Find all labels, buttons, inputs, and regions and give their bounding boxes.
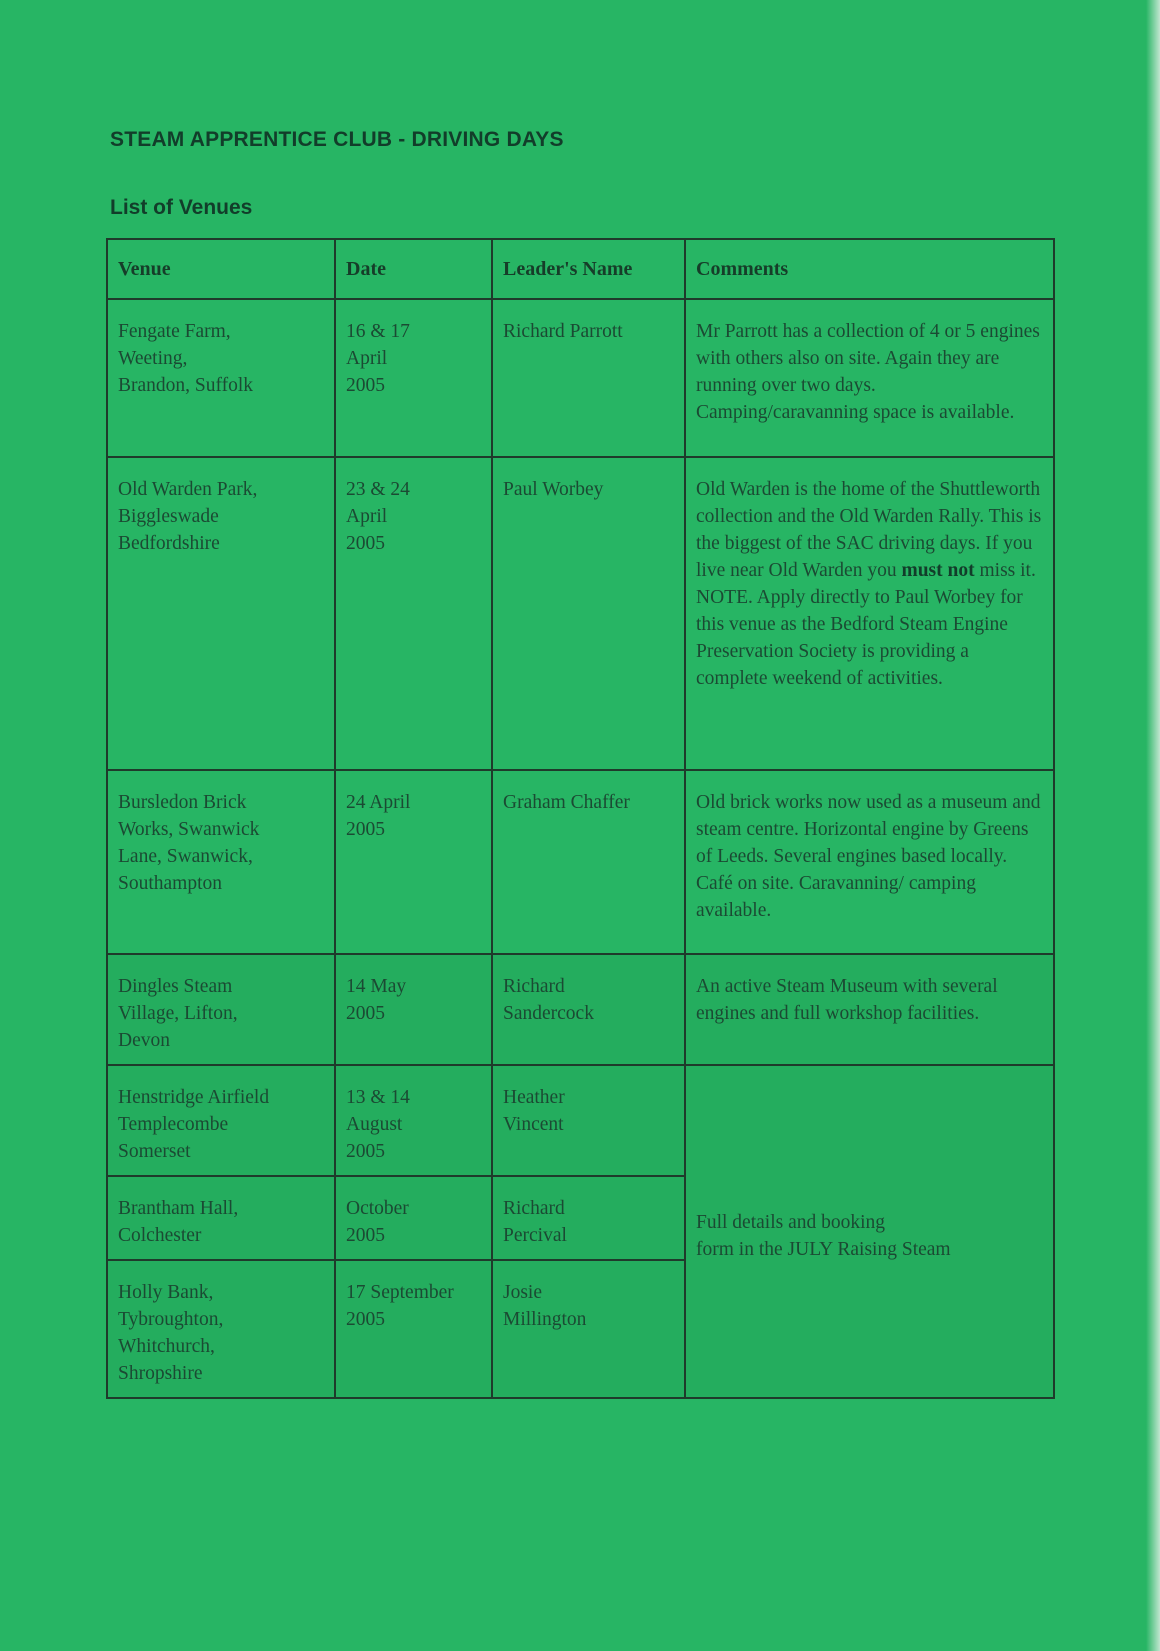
date-cell	[335, 1065, 492, 1176]
venue-line: Works, Swanwick	[118, 819, 260, 840]
leader-line: Percival	[503, 1225, 567, 1246]
date-line: 2005	[346, 533, 385, 554]
date-line: 2005	[346, 819, 385, 840]
venue-line: Tybroughton,	[118, 1309, 224, 1330]
header-venue: Venue	[107, 239, 335, 299]
leader-cell	[492, 1176, 685, 1260]
venue-line: Dingles Steam	[118, 976, 233, 997]
venue-line: Bedfordshire	[118, 533, 220, 554]
date-cell	[335, 1176, 492, 1260]
date-cell	[335, 1260, 492, 1398]
comments-text: An active Steam Museum with several engines and full workshop facilities.	[696, 976, 998, 1024]
date-line: 24 April	[346, 792, 411, 813]
venue-line: Fengate Farm,	[118, 321, 231, 342]
venues-table	[106, 238, 1055, 1399]
venue-line: Brantham Hall,	[118, 1198, 239, 1219]
leader-line: Paul Worbey	[503, 479, 604, 500]
comments-cell	[685, 954, 1054, 1065]
venue-line: Lane, Swanwick,	[118, 846, 253, 867]
section-subtitle: List of Venues	[110, 196, 253, 219]
leader-line: Millington	[503, 1309, 587, 1330]
header-comments: Comments	[685, 239, 1054, 299]
date-cell	[335, 457, 492, 770]
venue-cell	[107, 1260, 335, 1398]
date-cell	[335, 770, 492, 954]
venue-line: Southampton	[118, 873, 223, 894]
date-cell	[335, 954, 492, 1065]
table-header-row	[107, 239, 1054, 299]
date-line: 2005	[346, 1225, 385, 1246]
date-line: 16 & 17	[346, 321, 410, 342]
comments-text: miss it.	[979, 560, 1036, 581]
venue-line: Shropshire	[118, 1363, 203, 1384]
table-row	[107, 1065, 1054, 1176]
date-line: 2005	[346, 1141, 385, 1162]
venue-line: Bursledon Brick	[118, 792, 247, 813]
table-row	[107, 299, 1054, 457]
venue-line: Whitchurch,	[118, 1336, 215, 1357]
venue-line: Old Warden Park,	[118, 479, 258, 500]
date-line: 2005	[346, 1309, 385, 1330]
venue-line: Weeting,	[118, 348, 188, 369]
comments-text: Old brick works now used as a museum and steam centre. Horizontal engine by Greens of Leeds. Several engines based locally. Café on site. Caravanning/ camping available.	[696, 792, 1041, 921]
page-edge-shade	[1146, 0, 1160, 1651]
date-cell	[335, 299, 492, 457]
date-line: October	[346, 1198, 409, 1219]
venue-cell	[107, 457, 335, 770]
date-line: 17 September	[346, 1282, 454, 1303]
comments-text: Mr Parrott has a collection of 4 or 5 engines with others also on site. Again they are running over two days. Camping/caravanning space is available.	[696, 321, 1040, 423]
table-row	[107, 954, 1054, 1065]
venue-line: Holly Bank,	[118, 1282, 214, 1303]
venue-line: Brandon, Suffolk	[118, 375, 254, 396]
leader-line: Sandercock	[503, 1003, 594, 1024]
leader-line: Vincent	[503, 1114, 564, 1135]
venue-cell	[107, 299, 335, 457]
venue-line: Templecombe	[118, 1114, 229, 1135]
leader-line: Richard Parrott	[503, 321, 623, 342]
leader-cell	[492, 954, 685, 1065]
leader-cell	[492, 770, 685, 954]
venue-line: Colchester	[118, 1225, 202, 1246]
leader-cell	[492, 457, 685, 770]
venue-cell	[107, 770, 335, 954]
venue-line: Biggleswade	[118, 506, 219, 527]
venue-line: Devon	[118, 1030, 170, 1051]
leader-line: Richard	[503, 1198, 565, 1219]
date-line: 14 May	[346, 976, 407, 997]
header-leader: Leader's Name	[492, 239, 685, 299]
leader-line: Josie	[503, 1282, 542, 1303]
table-row	[107, 770, 1054, 954]
comments-cell	[685, 770, 1054, 954]
comments-cell	[685, 299, 1054, 457]
shared-comment-line: form in the JULY Raising Steam	[696, 1238, 951, 1260]
date-line: 2005	[346, 1003, 385, 1024]
page-title: STEAM APPRENTICE CLUB - DRIVING DAYS	[110, 128, 564, 151]
date-line: 13 & 14	[346, 1087, 410, 1108]
venue-line: Henstridge Airfield	[118, 1087, 270, 1108]
table-row	[107, 457, 1054, 770]
date-line: 2005	[346, 375, 385, 396]
comments-note: NOTE. Apply directly to Paul Worbey for this venue as the Bedford Steam Engine Preservation Society is providing a complete weekend of activities.	[696, 587, 1023, 689]
comments-cell	[685, 457, 1054, 770]
venue-cell	[107, 1176, 335, 1260]
venue-line: Village, Lifton,	[118, 1003, 238, 1024]
leader-line: Heather	[503, 1087, 565, 1108]
date-line: April	[346, 348, 388, 369]
leader-cell	[492, 299, 685, 457]
comments-text: Old Warden is the home of the Shuttleworth collection and the Old Warden Rally. This is the biggest of the SAC driving days. If you live near Old Warden you	[696, 479, 1042, 581]
shared-comments-cell	[685, 1065, 1054, 1398]
venue-line: Somerset	[118, 1141, 191, 1162]
leader-cell	[492, 1065, 685, 1176]
shared-comment-line: Full details and booking	[696, 1211, 886, 1233]
date-line: April	[346, 506, 388, 527]
header-date: Date	[335, 239, 492, 299]
leader-line: Richard	[503, 976, 565, 997]
date-line: August	[346, 1114, 403, 1135]
venue-cell	[107, 1065, 335, 1176]
leader-cell	[492, 1260, 685, 1398]
comments-emphasis: must not	[901, 560, 975, 581]
venue-cell	[107, 954, 335, 1065]
leader-line: Graham Chaffer	[503, 792, 630, 813]
date-line: 23 & 24	[346, 479, 410, 500]
